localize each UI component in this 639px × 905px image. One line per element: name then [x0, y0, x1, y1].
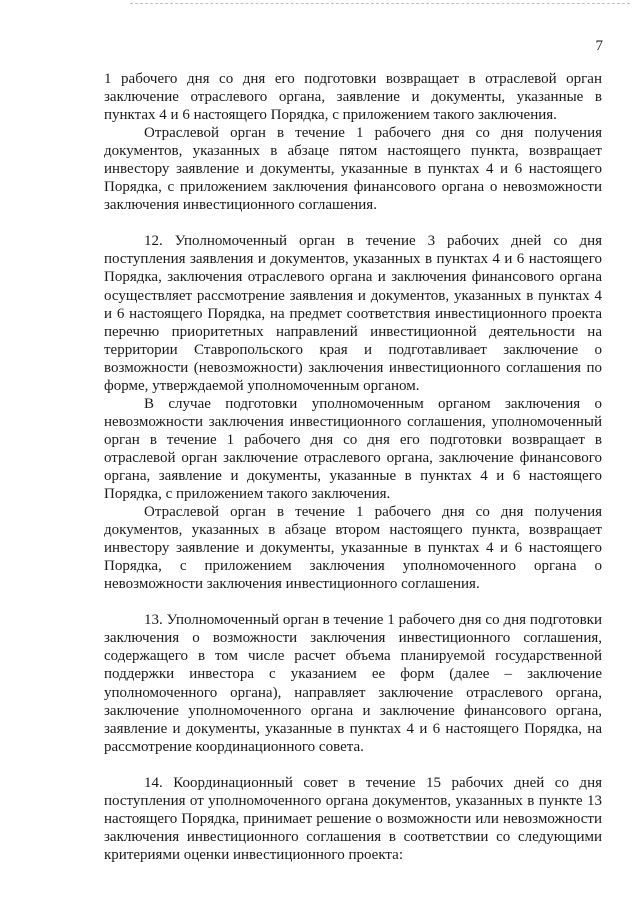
paragraph-12: 12. Уполномоченный орган в течение 3 рабочих дней со дня поступления заявления и документов, указанных в пунктах 4 и 6 настоящего Порядка, заключения отраслевого органа и заключения финансового органа осуществляет рассмотрение заявления и документов, указанных в пунктах 4 и 6 настоящего Порядка, на предмет соответствия инвестиционного проекта перечню приоритетных направлений инвестиционной деятельности на территории Ставропольского края и подготавливает заключение о возможности (невозможности) заключения инвестиционного соглашения по форме, утверждаемой уполномоченным органом.: [104, 233, 602, 394]
paragraph-continuation: 1 рабочего дня со дня его подготовки возвращает в отраслевой орган заключение отраслевого органа, заявление и документы, указанные в пунктах 4 и 6 настоящего Порядка, с приложением такого заключения.: [104, 71, 602, 124]
paragraph-spacer: [104, 756, 602, 774]
paragraph-13: 13. Уполномоченный орган в течение 1 рабочего дня со дня подготовки заключения о возможности заключения инвестиционного соглашения, содержащего в том числе расчет объема планируемой государственной поддержки инвестора с указанием ее форм (далее – заключение уполномоченного органа), направляет заключение отраслевого органа, заключение уполномоченного органа и заключение финансового органа, заявление и документы, указанные в пунктах 4 и 6 настоящего Порядка, на рассмотрение координационного совета.: [104, 612, 602, 755]
paragraph-spacer: [104, 214, 602, 232]
document-body: [104, 70, 602, 864]
paragraph-spacer: [104, 593, 602, 611]
paragraph-11-return-to-investor: Отраслевой орган в течение 1 рабочего дня со дня получения документов, указанных в абзаце пятом настоящего пункта, возвращает инвестору заявление и документы, указанные в пунктах 4 и 6 настоящего Порядка, с приложением заключения финансового органа о невозможности заключения инвестиционного соглашения.: [104, 125, 602, 214]
paragraph-14: 14. Координационный совет в течение 15 рабочих дней со дня поступления от уполномоченного органа документов, указанных в пункте 13 настоящего Порядка, принимает решение о возможности или невозможности заключения инвестиционного соглашения в соответствии со следующими критериями оценки инвестиционного проекта:: [104, 774, 602, 863]
paragraph-12-negative-conclusion: В случае подготовки уполномоченным органом заключения о невозможности заключения инвестиционного соглашения, уполномоченный орган в течение 1 рабочего дня со дня его подготовки возвращает в отраслевой орган заключение отраслевого органа, заключение финансового органа, заявление и документы, указанные в пунктах 4 и 6 настоящего Порядка, с приложением такого заключения.: [104, 395, 602, 503]
page-number: 7: [595, 38, 603, 54]
paragraph-12-return-to-investor: Отраслевой орган в течение 1 рабочего дня со дня получения документов, указанных в абзаце втором настоящего пункта, возвращает инвестору заявление и документы, указанные в пунктах 4 и 6 настоящего Порядка, с приложением заключения уполномоченного органа о невозможности заключения инвестиционного соглашения.: [104, 504, 602, 593]
scan-top-edge: [130, 3, 630, 4]
